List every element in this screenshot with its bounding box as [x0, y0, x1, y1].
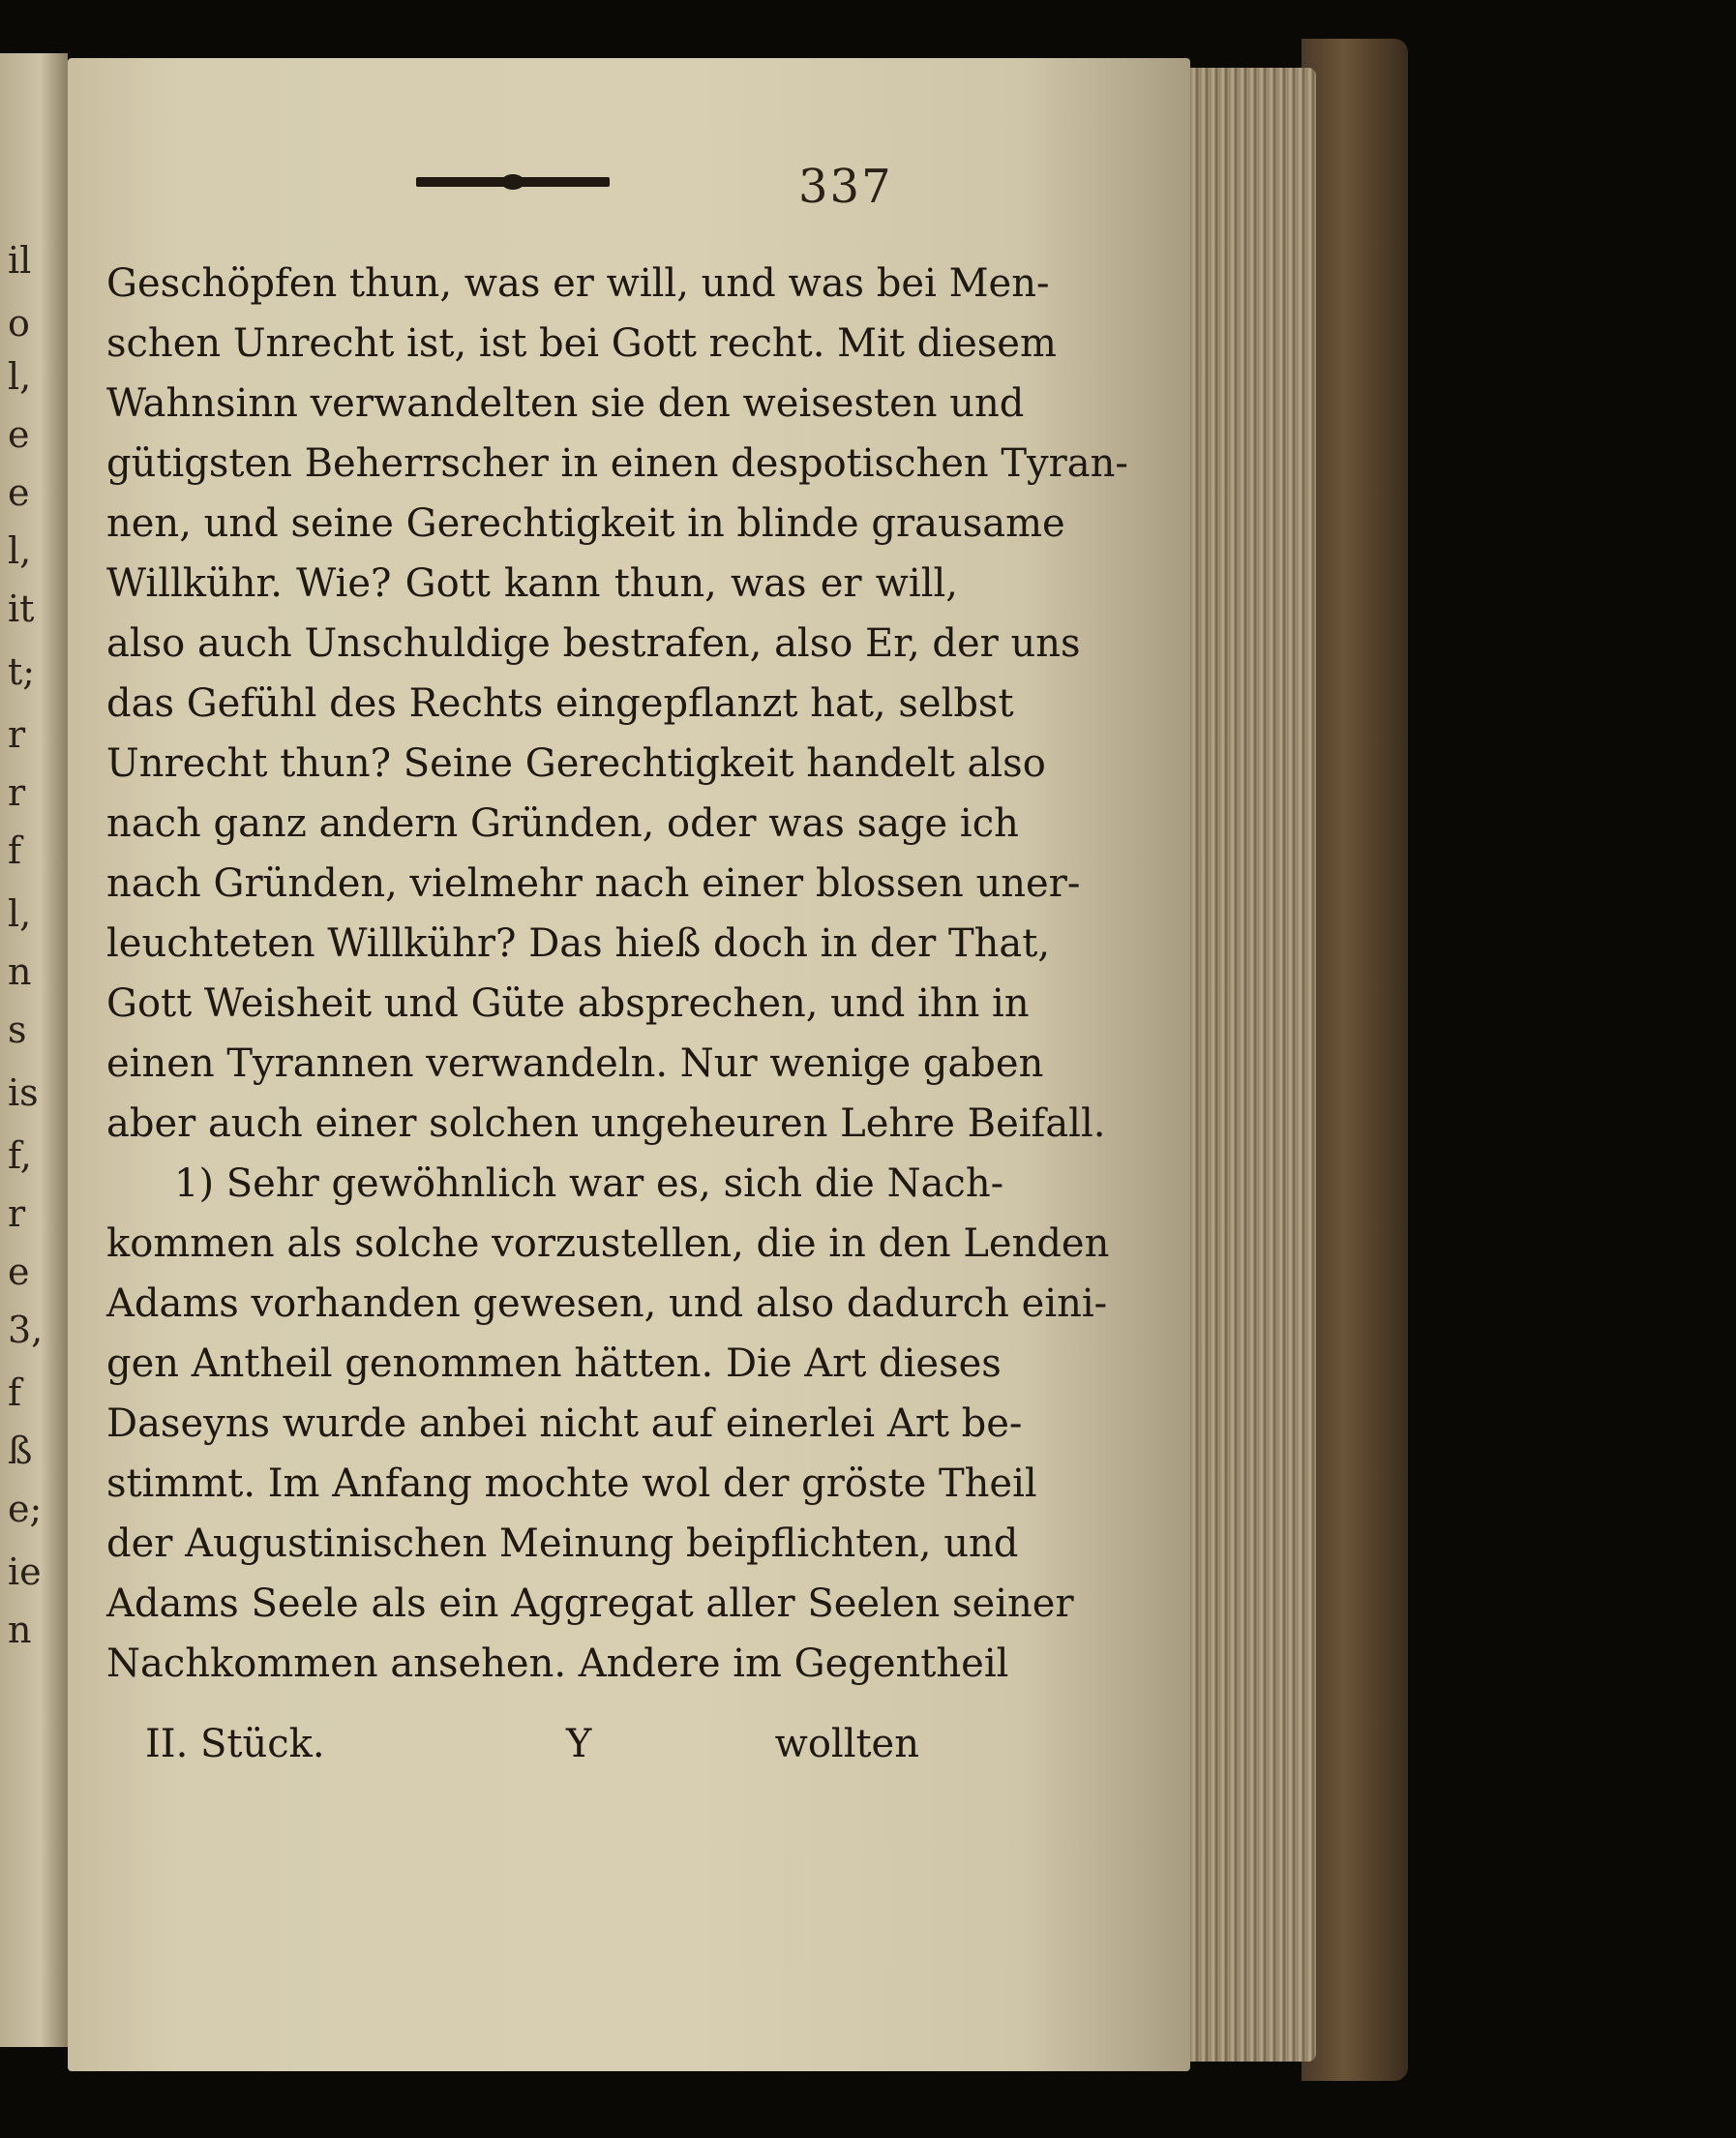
text-line: Daseyns wurde anbei nicht auf einerlei Art be-: [106, 1401, 1023, 1446]
text-line: Adams Seele als ein Aggregat aller Seelen seiner: [106, 1581, 1074, 1626]
facing-page-fragment: ß: [8, 1430, 33, 1472]
facing-page-fragment: l,: [8, 529, 32, 572]
facing-page-fragment: f: [8, 1371, 22, 1414]
facing-page-fragment: e: [8, 1250, 30, 1293]
facing-page-fragment: r: [8, 771, 26, 814]
text-line: nach Gründen, vielmehr nach einer blossen uner-: [106, 861, 1081, 906]
text-line: gütigsten Beherrscher in einen despotischen Tyran-: [106, 441, 1128, 486]
body-text: [106, 254, 1128, 1694]
signature-line: II. Stück.: [145, 1722, 325, 1766]
text-line: schen Unrecht ist, ist bei Gott recht. Mit diesem: [106, 321, 1057, 366]
text-line: nen, und seine Gerechtigkeit in blinde grausame: [106, 501, 1065, 546]
text-line: aber auch einer solchen ungeheuren Lehre Beifall.: [106, 1101, 1106, 1146]
text-line: Wahnsinn verwandelten sie den weisesten und: [106, 381, 1025, 426]
facing-page-fragment: r: [8, 1192, 26, 1235]
text-line: Geschöpfen thun, was er will, und was bei Men-: [106, 261, 1050, 306]
book-cover-edge: [1302, 39, 1408, 2081]
facing-page-fragment: l,: [8, 892, 32, 935]
text-line: stimmt. Im Anfang mochte wol der gröste Theil: [106, 1461, 1037, 1506]
text-line: nach ganz andern Gründen, oder was sage ich: [106, 801, 1019, 846]
facing-page-fragment: t;: [8, 650, 36, 693]
facing-page-fragment: it: [8, 587, 35, 630]
facing-page-fragment: r: [8, 713, 26, 756]
facing-page-edge: [0, 53, 68, 2047]
facing-page-fragment: o: [8, 302, 30, 345]
signature-mark: Y: [566, 1722, 592, 1766]
facing-page-fragment: n: [8, 1609, 32, 1651]
text-line: einen Tyrannen verwandeln. Nur wenige gaben: [106, 1041, 1044, 1086]
facing-page-fragment: f: [8, 829, 22, 872]
facing-page-fragment: s: [8, 1009, 27, 1051]
facing-page-fragment: ie: [8, 1551, 42, 1593]
text-line: 1) Sehr gewöhnlich war es, sich die Nach-: [174, 1161, 1004, 1206]
text-line: Nachkommen ansehen. Andere im Gegentheil: [106, 1641, 1009, 1686]
text-line: gen Antheil genommen hätten. Die Art dieses: [106, 1341, 1002, 1386]
facing-page-fragment: f,: [8, 1134, 32, 1177]
facing-page-fragment: e: [8, 413, 30, 456]
facing-page-fragment: il: [8, 239, 32, 282]
text-line: Unrecht thun? Seine Gerechtigkeit handelt also: [106, 741, 1046, 786]
page-header: [416, 160, 968, 227]
page-number: 337: [798, 160, 893, 214]
text-line: Gott Weisheit und Güte absprechen, und ihn in: [106, 981, 1030, 1026]
ornamental-rule: [416, 177, 610, 187]
page-footer: [145, 1715, 919, 1773]
facing-page-fragment: 3,: [8, 1309, 44, 1351]
text-line: Willkühr. Wie? Gott kann thun, was er will,: [106, 561, 958, 606]
facing-page-fragment: is: [8, 1071, 39, 1114]
facing-page-fragment: e: [8, 471, 30, 514]
facing-page-fragment: n: [8, 950, 32, 993]
facing-page-fragment: e;: [8, 1488, 43, 1530]
text-line: das Gefühl des Rechts eingepflanzt hat, selbst: [106, 681, 1014, 726]
text-line: also auch Unschuldige bestrafen, also Er, der uns: [106, 621, 1081, 666]
text-line: Adams vorhanden gewesen, und also dadurch eini-: [106, 1281, 1108, 1326]
text-line: kommen als solche vorzustellen, die in den Lenden: [106, 1221, 1110, 1266]
text-line: leuchteten Willkühr? Das hieß doch in der That,: [106, 921, 1051, 966]
page-stack-edge: [1181, 68, 1316, 2062]
facing-page-fragment: l,: [8, 355, 32, 398]
text-line: der Augustinischen Meinung beipflichten, und: [106, 1521, 1019, 1566]
catchword: wollten: [774, 1722, 919, 1766]
